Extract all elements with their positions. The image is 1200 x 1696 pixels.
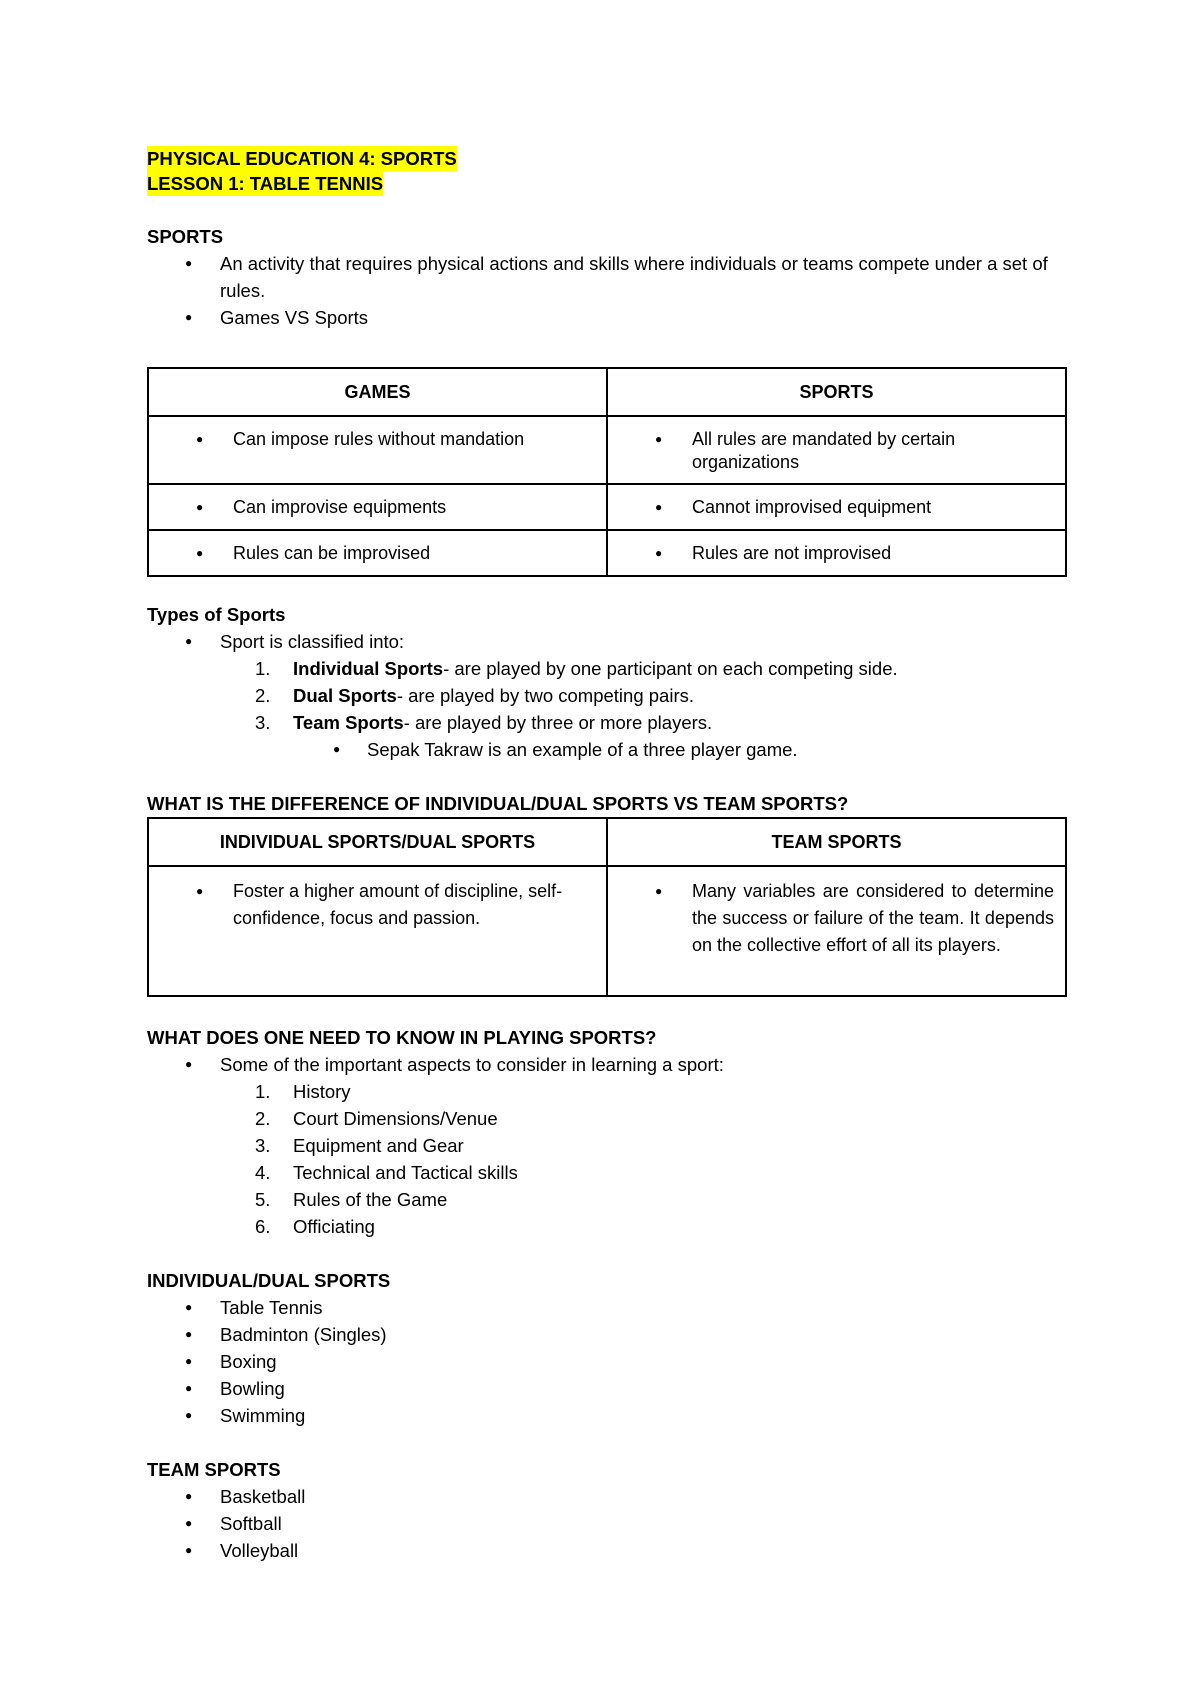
list-item (147, 655, 1067, 682)
list-number: 4. (255, 1162, 271, 1183)
table-cell: ● Can improvise equipments (150, 486, 605, 525)
lesson-title: LESSON 1: TABLE TENNIS (147, 173, 384, 194)
list-item: ● Badminton (Singles) (147, 1321, 1067, 1348)
list-text: Equipment and Gear (293, 1135, 464, 1156)
team-list (147, 1483, 1067, 1564)
list-item: ● Sport is classified into: (147, 628, 1067, 655)
list-text: History (293, 1081, 351, 1102)
types-sub-list (147, 736, 1067, 763)
know-heading: WHAT DOES ONE NEED TO KNOW IN PLAYING SPORTS? (147, 1027, 657, 1048)
table-row (148, 484, 1066, 530)
sport-type-term: Individual Sports (293, 658, 444, 679)
list-item (147, 1132, 1067, 1159)
table-row (148, 866, 1066, 996)
course-title: PHYSICAL EDUCATION 4: SPORTS (147, 148, 457, 169)
table-header: INDIVIDUAL SPORTS/DUAL SPORTS (148, 818, 607, 866)
list-text: Rules of the Game (293, 1189, 448, 1210)
list-text: Technical and Tactical skills (293, 1162, 518, 1183)
list-item: ● Bowling (147, 1375, 1067, 1402)
list-number: 3. (255, 712, 271, 733)
table-cell: ● Foster a higher amount of discipline, self-confidence, focus and passion. (150, 868, 605, 938)
list-number: 6. (255, 1216, 271, 1237)
list-item (147, 1186, 1067, 1213)
know-list (147, 1051, 1067, 1078)
list-item: ● Softball (147, 1510, 1067, 1537)
list-number: 5. (255, 1189, 271, 1210)
list-item: ● Table Tennis (147, 1294, 1067, 1321)
list-item: ● An activity that requires physical actions and skills where individuals or teams compete under a set of rules. (147, 250, 1067, 304)
list-number: 1. (255, 658, 271, 679)
sport-type-desc: - are played by one participant on each competing side. (443, 658, 898, 679)
sport-type-term: Dual Sports (293, 685, 397, 706)
list-text: Officiating (293, 1216, 375, 1237)
list-number: 2. (255, 685, 271, 706)
table-cell: ● Rules are not improvised (609, 532, 1064, 571)
games-vs-sports-table (147, 367, 1067, 577)
list-item: ● Sepak Takraw is an example of a three player game. (147, 736, 1067, 763)
table-header: SPORTS (607, 368, 1066, 416)
types-heading: Types of Sports (147, 604, 286, 625)
list-item (147, 1213, 1067, 1240)
individual-dual-list (147, 1294, 1067, 1429)
table-cell: ● Can impose rules without mandation (150, 418, 605, 457)
table-cell: ● Many variables are considered to determine the success or failure of the team. It depends on the collective effort of all its players. (609, 868, 1064, 965)
list-item (147, 709, 1067, 736)
know-numbered-list (147, 1078, 1067, 1240)
document-page (147, 146, 1067, 1564)
list-item (147, 1078, 1067, 1105)
list-item: ● Swimming (147, 1402, 1067, 1429)
table-header: TEAM SPORTS (607, 818, 1066, 866)
list-item (147, 1105, 1067, 1132)
list-number: 3. (255, 1135, 271, 1156)
sport-type-desc: - are played by three or more players. (403, 712, 713, 733)
types-numbered-list (147, 655, 1067, 736)
sports-bullets (147, 250, 1067, 331)
difference-heading: WHAT IS THE DIFFERENCE OF INDIVIDUAL/DUAL SPORTS VS TEAM SPORTS? (147, 793, 849, 814)
list-item: ● Basketball (147, 1483, 1067, 1510)
table-header: GAMES (148, 368, 607, 416)
types-list (147, 628, 1067, 655)
list-item: ● Volleyball (147, 1537, 1067, 1564)
difference-table (147, 817, 1067, 997)
team-heading: TEAM SPORTS (147, 1459, 281, 1480)
sport-type-term: Team Sports (293, 712, 404, 733)
table-cell: ● Cannot improvised equipment (609, 486, 1064, 525)
table-row (148, 530, 1066, 576)
list-item (147, 682, 1067, 709)
individual-dual-heading: INDIVIDUAL/DUAL SPORTS (147, 1270, 391, 1291)
list-number: 2. (255, 1108, 271, 1129)
sport-type-desc: - are played by two competing pairs. (396, 685, 695, 706)
table-cell: ● Rules can be improvised (150, 532, 605, 571)
list-item: ● Boxing (147, 1348, 1067, 1375)
table-cell: ● All rules are mandated by certain organizations (609, 418, 1064, 480)
list-item (147, 1159, 1067, 1186)
list-item: ● Some of the important aspects to consider in learning a sport: (147, 1051, 1067, 1078)
sports-heading: SPORTS (147, 226, 224, 247)
list-item: ● Games VS Sports (147, 304, 1067, 331)
table-row (148, 416, 1066, 484)
list-text: Court Dimensions/Venue (293, 1108, 498, 1129)
list-number: 1. (255, 1081, 271, 1102)
